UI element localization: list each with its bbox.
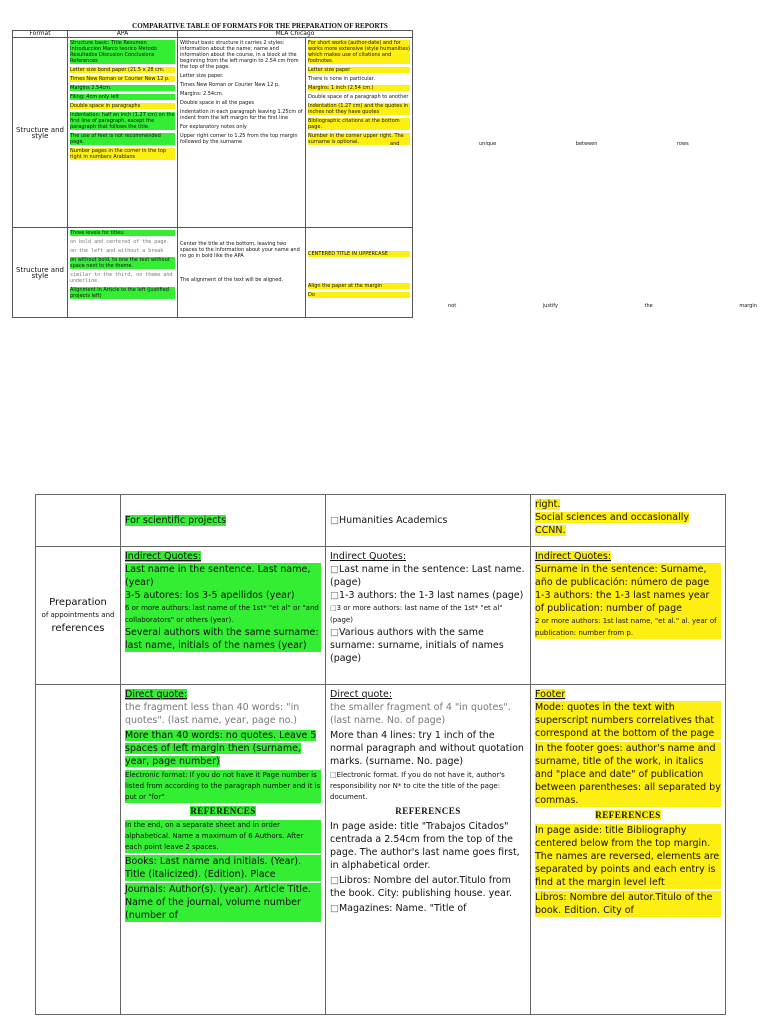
list-item: In the footer goes: author's name and surname, title of the work, in italics and "place and date" of publication between parentheses: all separated by commas. [535, 743, 721, 806]
section-title: Indirect Quotes: [535, 551, 612, 562]
chicago-cell [531, 685, 726, 1015]
chicago-cell [306, 228, 413, 318]
list-item: Letter size paper [308, 67, 410, 73]
list-item: Number pages in the corner in the top right in numbers Arabians [70, 148, 175, 160]
list-item: In the end, on a separate sheet and in order alphabetical. Name a maximum of 6 Authors. After each point leave 2 spaces. [125, 820, 321, 853]
list-item: Times New Roman or Courier New 12 p. [70, 76, 175, 82]
apa-cell [121, 547, 326, 685]
list-item: right. [535, 499, 561, 510]
list-item: Margins: 2.54cm. [180, 91, 224, 97]
list-item: Social sciences and occasionally CCNN. [535, 512, 690, 536]
overflow-words: not justify the margin [448, 303, 757, 309]
table-row [36, 547, 726, 685]
overflow-words: and unique between rows [390, 141, 689, 147]
section-title: Direct quote: [125, 689, 188, 700]
list-item: Filing: 4cm only left [70, 94, 175, 100]
section-title: Indirect Quotes: [330, 551, 407, 562]
list-item: Electronic format: If you do not have it Page number is listed from according to the paragraph number and it is put or "for" [125, 771, 321, 801]
row-label: Preparation of appointments and references [36, 547, 121, 685]
list-item: □ Last name in the sentence: Last name. (page) [330, 563, 526, 589]
list-item: Alignment in Article to the left (justified projects left) [70, 287, 175, 299]
list-item: Align the paper at the margin [308, 283, 410, 289]
list-item: Books: Last name and initials. (Year). Title (italicized). (Edition). Place [125, 855, 321, 881]
list-item: Upper right corner to 1.25 from the top margin followed by the surname [180, 133, 298, 145]
list-item: Last name in the sentence. Last name, (year) [125, 563, 321, 589]
list-item: Do [308, 292, 410, 298]
references-heading: REFERENCES [190, 806, 256, 816]
list-item: Mode: quotes in the text with superscript numbers correlatives that correspond at the bottom of the page [535, 701, 721, 740]
apa-cell [68, 228, 178, 318]
table-row [13, 38, 523, 228]
mla-cell [178, 228, 306, 318]
apa-scope: For scientific projects [125, 515, 227, 526]
list-item: In page aside: title Bibliography centered below from the top margin. The names are reversed, elements are separated by points and each entry is find at the margin level left [535, 825, 720, 888]
section-title: Footer [535, 689, 566, 700]
list-item: Several authors with the same surname: last name, initials of the names (year) [125, 626, 321, 652]
apa-cell [68, 38, 178, 228]
list-item: 3-5 autores: los 3-5 apellidos (year) [125, 589, 321, 602]
list-item: 1-3 authors: the 1-3 last names year of publication: number of page [535, 589, 721, 615]
list-item: Surname in the sentence: Surname, año de publicación: número de page [535, 563, 721, 589]
list-item: Margins 2.54cm. [70, 85, 175, 91]
list-item: Journals: Author(s). (year). Article Title. Name of the journal, volume number (number of [125, 883, 321, 922]
list-item: Indentation in each paragraph leaving 1.25cm of indent from the left margin for the first line [180, 109, 303, 121]
list-item: □ 3 or more authors: last name of the 1st* "et al" (page) [330, 602, 526, 626]
list-item: □ Libros: Nombre del autor.Titulo from the book. City: publishing house. year. [330, 874, 526, 900]
mla-cell [326, 547, 531, 685]
list-item: In page aside: title "Trabajos Citados" centrada a 2.54cm from the top of the page. The author's last name goes first, in alphabetical order. [330, 821, 520, 871]
apa-cell [121, 685, 326, 1015]
references-heading: REFERENCES [595, 810, 661, 820]
list-item: Letter size paper. [180, 73, 224, 79]
list-item: For explanatory notes only [180, 124, 247, 130]
list-item: Double space in all the pages [180, 100, 255, 106]
list-item: Center the title at the bottom, leaving two spaces to the information about your name and no go in bold like the APA [180, 241, 300, 259]
list-item: □ 1-3 authors: the 1-3 last names (page) [330, 589, 526, 602]
list-item: Double space of a paragraph to another [308, 94, 409, 100]
list-item: 2 or more authors: 1st last name, "et al." al. year of publication: number from p. [535, 615, 721, 639]
mla-scope: □ Humanities Academics [330, 515, 447, 526]
header-format: Format [13, 31, 68, 38]
row-label: Structure and style [13, 228, 68, 318]
list-item: □ Magazines: Name. "Title of [330, 902, 526, 915]
list-item: on bold and centered of the page. [70, 239, 170, 245]
list-item: There is none in particular. [308, 76, 375, 82]
list-item: similar to the third, no theme and underline. [70, 272, 173, 284]
chicago-cell [306, 38, 413, 228]
list-item: on the left and without a break [70, 248, 164, 254]
list-item: Times New Roman or Courier New 12 p. [180, 82, 280, 88]
list-item: Structure basic: Title Resumen Introduccion Marco teorico Metodo Resultados Discusion Conclusions References [70, 40, 175, 64]
list-item: CENTERED TITLE IN UPPERCASE [308, 251, 410, 257]
list-item: More than 4 lines: try 1 inch of the normal paragraph and without quotation marks. (surname. No. page) [330, 730, 524, 767]
list-item: For short works (author-date) and for works more extensive (style humanities) which makes use of citations and footnotes. [308, 40, 410, 64]
list-item: The use of feet is not recommended page. [70, 133, 175, 145]
document-title: COMPARATIVE TABLE OF FORMATS FOR THE PREPARATION OF REPORTS [132, 22, 388, 30]
list-item: the fragment less than 40 words: "in quotes". (last name, year, page no.) [125, 702, 300, 726]
list-item: The alignment of the text will be aligned. [180, 277, 284, 283]
list-item: Double space in paragraphs [70, 103, 175, 109]
list-item: the smaller fragment of 4 "in quotes". (last name. No. of page) [330, 702, 511, 726]
section-title: Direct quote: [330, 689, 393, 700]
list-item: Number in the corner upper right. The surname is optional. [308, 133, 410, 145]
list-item: Letter size bond paper (21.5 x 28 cm. [70, 67, 175, 73]
table-row [36, 495, 726, 547]
bottom-comparison-table [35, 494, 726, 1015]
list-item: More than 40 words: no quotes. Leave 5 spaces of left margin then (surname, year, page number) [125, 730, 317, 767]
list-item: Margins: 1 inch (2.54 cm.) [308, 85, 410, 91]
row-label: Structure and style [13, 38, 68, 228]
list-item: Without basic structure it carries 2 styles: information about the name; name and information about the course, in a block at the beginning from the left margin to 2.54 cm from the top of the page. [180, 40, 299, 70]
list-item: Bibliographic citations at the bottom page. [308, 118, 410, 130]
mla-cell [178, 38, 306, 228]
table-row [36, 685, 726, 1015]
header-row [13, 31, 523, 38]
list-item: Indentation: half an inch (1.27 cm) on the first line of paragraph, except the paragraph that follows the title. [70, 112, 175, 130]
list-item: on without bold, to one the text without space next to the theme. [70, 257, 175, 269]
references-heading: REFERENCES [395, 806, 461, 816]
list-item: □ Various authors with the same surname: surname, initials of names (page) [330, 626, 526, 665]
list-item: □ Electronic format. If you do not have it, author's responsibility nor N* to cite the title of the page: document. [330, 770, 526, 803]
section-title: Indirect Quotes: [125, 551, 202, 562]
top-comparison-table [12, 30, 523, 318]
table-row [13, 228, 523, 318]
header-apa: APA [68, 31, 178, 38]
list-item: Indentation (1.27 cm) and the quotes in inches not they have quotes [308, 103, 409, 115]
chicago-cell [531, 547, 726, 685]
list-item: Three levels for titles: [70, 230, 175, 236]
header-mla-chicago: MLA Chicago [178, 31, 413, 38]
list-item: 6 or more authors: last name of the 1st* "et al" or "and collaborators" or others (year). [125, 602, 321, 626]
list-item: Libros: Nombre del autor.Titulo of the book. Edition. City of [535, 891, 721, 917]
mla-cell [326, 685, 531, 1015]
